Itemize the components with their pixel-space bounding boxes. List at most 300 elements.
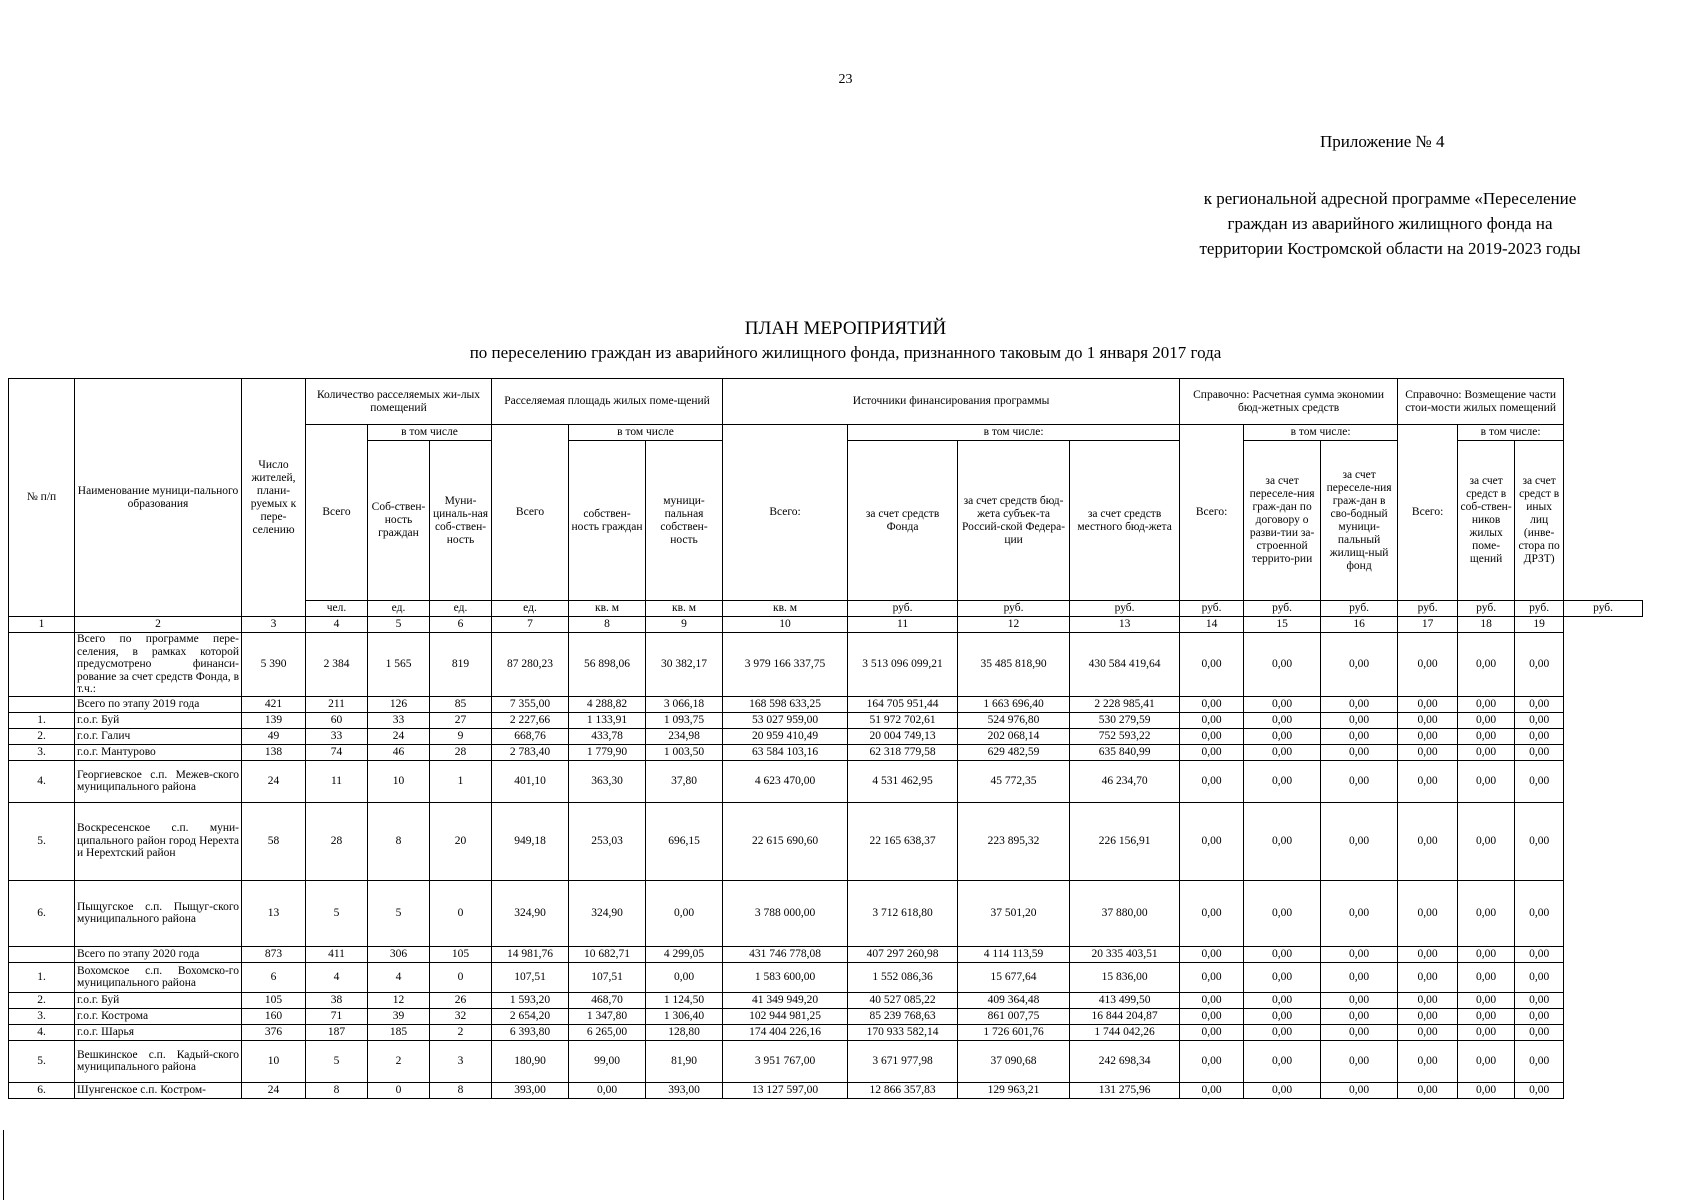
header-refund-incl: в том числе: — [1458, 425, 1564, 441]
table-row — [9, 712, 1643, 728]
value-cell: 27 — [430, 712, 492, 728]
header-rooms-mun: Муни-циналь-ная соб-ствен-ность — [430, 441, 492, 601]
value-cell: 0,00 — [1515, 1008, 1564, 1024]
value-cell: 102 944 981,25 — [723, 1008, 848, 1024]
table-row — [9, 992, 1643, 1008]
table-row — [9, 744, 1643, 760]
value-cell: 363,30 — [569, 760, 646, 802]
header-sources-total: Всего: — [723, 425, 848, 601]
value-cell: 16 844 204,87 — [1070, 1008, 1180, 1024]
value-cell: 431 746 778,08 — [723, 946, 848, 962]
value-cell: 58 — [242, 802, 306, 880]
value-cell: 160 — [242, 1008, 306, 1024]
header-rooms-own: Соб-ствен-ность граждан — [368, 441, 430, 601]
municipality-name-cell: Всего по этапу 2020 года — [75, 946, 242, 962]
value-cell: 0,00 — [1321, 962, 1398, 992]
value-cell: 0,00 — [1321, 760, 1398, 802]
value-cell: 0,00 — [1458, 1024, 1515, 1040]
table-row — [9, 696, 1643, 712]
column-numbers-row — [9, 617, 1643, 633]
value-cell: 38 — [306, 992, 368, 1008]
value-cell: 0,00 — [1180, 992, 1244, 1008]
value-cell: 752 593,22 — [1070, 728, 1180, 744]
value-cell: 63 584 103,16 — [723, 744, 848, 760]
value-cell: 2 — [430, 1024, 492, 1040]
column-number-cell: 16 — [1321, 617, 1398, 633]
value-cell: 33 — [306, 728, 368, 744]
unit-cell: руб. — [1180, 601, 1244, 617]
header-src-subject: за счет средств бюд-жета субъек-та Россий-ской Федера-ции — [958, 441, 1070, 601]
value-cell: 2 227,66 — [492, 712, 569, 728]
value-cell: 0,00 — [1458, 946, 1515, 962]
column-number-cell: 14 — [1180, 617, 1244, 633]
value-cell: 0,00 — [1244, 992, 1321, 1008]
table-row — [9, 760, 1643, 802]
municipality-name-cell: Шунгенское с.п. Костром- — [75, 1082, 242, 1098]
value-cell: 1 306,40 — [646, 1008, 723, 1024]
value-cell: 0,00 — [646, 962, 723, 992]
municipality-name-cell: Георгиевское с.п. Межев-ского муниципального района — [75, 760, 242, 802]
unit-cell: руб. — [1070, 601, 1180, 617]
value-cell: 393,00 — [492, 1082, 569, 1098]
value-cell: 0,00 — [1515, 1082, 1564, 1098]
value-cell: 0,00 — [1398, 696, 1458, 712]
column-number-cell: 10 — [723, 617, 848, 633]
value-cell: 411 — [306, 946, 368, 962]
value-cell: 2 384 — [306, 633, 368, 697]
value-cell: 0,00 — [1458, 992, 1515, 1008]
unit-cell: кв. м — [646, 601, 723, 617]
value-cell: 0,00 — [1321, 992, 1398, 1008]
value-cell: 211 — [306, 696, 368, 712]
municipality-name-cell: Воскресенское с.п. муни-ципального район город Нерехта и Нерехтский район — [75, 802, 242, 880]
value-cell: 3 951 767,00 — [723, 1040, 848, 1082]
column-number-cell: 15 — [1244, 617, 1321, 633]
value-cell: 0,00 — [1321, 633, 1398, 697]
table-row — [9, 802, 1643, 880]
value-cell: 0,00 — [1398, 744, 1458, 760]
value-cell: 5 — [368, 880, 430, 946]
value-cell: 0,00 — [1180, 633, 1244, 697]
value-cell: 32 — [430, 1008, 492, 1024]
row-number-cell: 1. — [9, 712, 75, 728]
value-cell: 0,00 — [1244, 728, 1321, 744]
value-cell: 0,00 — [1515, 633, 1564, 697]
value-cell: 41 349 949,20 — [723, 992, 848, 1008]
value-cell: 170 933 582,14 — [848, 1024, 958, 1040]
plan-subtitle: по переселению граждан из аварийного жилищного фонда, признанного таковым до 1 января 2017 года — [469, 343, 1222, 362]
appendix-subtitle: к региональной адресной программе «Переселение граждан из аварийного жилищного фонда на территории Костромской области на 2019-2023 годы — [1199, 189, 1581, 258]
value-cell: 0,00 — [1244, 744, 1321, 760]
value-cell: 1 552 086,36 — [848, 962, 958, 992]
value-cell: 0,00 — [1244, 760, 1321, 802]
value-cell: 1 124,50 — [646, 992, 723, 1008]
table-row — [9, 880, 1643, 946]
value-cell: 0,00 — [1398, 760, 1458, 802]
value-cell: 4 288,82 — [569, 696, 646, 712]
municipality-name-cell: г.о.г. Буй — [75, 712, 242, 728]
column-number-cell: 8 — [569, 617, 646, 633]
column-number-cell: 12 — [958, 617, 1070, 633]
value-cell: 6 393,80 — [492, 1024, 569, 1040]
value-cell: 28 — [306, 802, 368, 880]
value-cell: 39 — [368, 1008, 430, 1024]
value-cell: 22 165 638,37 — [848, 802, 958, 880]
value-cell: 3 671 977,98 — [848, 1040, 958, 1082]
value-cell: 20 959 410,49 — [723, 728, 848, 744]
header-group-refund: Справочно: Возмещение части стои-мости жилых помещений — [1398, 379, 1564, 425]
header-name: Наименование муници-пального образования — [75, 379, 242, 617]
value-cell: 0,00 — [1458, 633, 1515, 697]
value-cell: 0,00 — [1180, 744, 1244, 760]
value-cell: 4 — [306, 962, 368, 992]
value-cell: 46 234,70 — [1070, 760, 1180, 802]
value-cell: 409 364,48 — [958, 992, 1070, 1008]
value-cell: 0,00 — [1321, 728, 1398, 744]
value-cell: 0,00 — [1244, 1008, 1321, 1024]
column-number-cell: 2 — [75, 617, 242, 633]
unit-cell: руб. — [1515, 601, 1564, 617]
value-cell: 635 840,99 — [1070, 744, 1180, 760]
value-cell: 0,00 — [646, 880, 723, 946]
value-cell: 376 — [242, 1024, 306, 1040]
value-cell: 0,00 — [1398, 728, 1458, 744]
row-number-cell: 1. — [9, 962, 75, 992]
column-number-cell: 6 — [430, 617, 492, 633]
value-cell: 0,00 — [1458, 880, 1515, 946]
value-cell: 37 501,20 — [958, 880, 1070, 946]
value-cell: 253,03 — [569, 802, 646, 880]
value-cell: 0 — [430, 880, 492, 946]
value-cell: 51 972 702,61 — [848, 712, 958, 728]
municipality-name-cell: г.о.г. Мантурово — [75, 744, 242, 760]
value-cell: 0,00 — [1398, 802, 1458, 880]
value-cell: 1 565 — [368, 633, 430, 697]
value-cell: 0,00 — [1515, 880, 1564, 946]
column-number-cell: 19 — [1515, 617, 1564, 633]
value-cell: 0,00 — [1515, 744, 1564, 760]
value-cell: 0,00 — [1398, 633, 1458, 697]
value-cell: 24 — [242, 1082, 306, 1098]
value-cell: 0,00 — [1180, 962, 1244, 992]
value-cell: 1 — [430, 760, 492, 802]
column-number-cell: 13 — [1070, 617, 1180, 633]
value-cell: 0,00 — [1180, 760, 1244, 802]
value-cell: 0,00 — [1321, 802, 1398, 880]
value-cell: 15 677,64 — [958, 962, 1070, 992]
column-number-cell: 7 — [492, 617, 569, 633]
unit-cell: кв. м — [569, 601, 646, 617]
value-cell: 0,00 — [1180, 696, 1244, 712]
appendix-label: Приложение № 4 — [1320, 132, 1445, 151]
header-refund-total: Всего: — [1398, 425, 1458, 601]
value-cell: 0,00 — [1515, 1040, 1564, 1082]
unit-cell: кв. м — [723, 601, 848, 617]
value-cell: 0,00 — [1398, 1024, 1458, 1040]
value-cell: 0,00 — [1458, 712, 1515, 728]
value-cell: 20 004 749,13 — [848, 728, 958, 744]
value-cell: 0 — [368, 1082, 430, 1098]
value-cell: 105 — [242, 992, 306, 1008]
row-number-cell: 6. — [9, 880, 75, 946]
table-row — [9, 946, 1643, 962]
value-cell: 524 976,80 — [958, 712, 1070, 728]
column-number-cell: 11 — [848, 617, 958, 633]
row-number-cell: 3. — [9, 744, 75, 760]
value-cell: 0,00 — [1458, 1040, 1515, 1082]
header-no: № п/п — [9, 379, 75, 617]
row-number-cell: 2. — [9, 992, 75, 1008]
value-cell: 1 779,90 — [569, 744, 646, 760]
header-eco-free: за счет переселе-ния граж-дан в сво-бодный муници-пальный жилищ-ный фонд — [1321, 441, 1398, 601]
value-cell: 20 — [430, 802, 492, 880]
value-cell: 129 963,21 — [958, 1082, 1070, 1098]
value-cell: 0,00 — [1458, 728, 1515, 744]
unit-cell: ед. — [368, 601, 430, 617]
value-cell: 0,00 — [1398, 880, 1458, 946]
header-residents: Число жителей, плани-руемых к пере-селению — [242, 379, 306, 617]
value-cell: 0,00 — [1458, 1082, 1515, 1098]
row-number-cell — [9, 696, 75, 712]
value-cell: 107,51 — [569, 962, 646, 992]
value-cell: 2 228 985,41 — [1070, 696, 1180, 712]
value-cell: 0,00 — [1515, 712, 1564, 728]
value-cell: 20 335 403,51 — [1070, 946, 1180, 962]
value-cell: 0,00 — [1244, 802, 1321, 880]
value-cell: 407 297 260,98 — [848, 946, 958, 962]
value-cell: 0,00 — [1398, 962, 1458, 992]
value-cell: 56 898,06 — [569, 633, 646, 697]
municipality-name-cell: г.о.г. Буй — [75, 992, 242, 1008]
value-cell: 37,80 — [646, 760, 723, 802]
value-cell: 60 — [306, 712, 368, 728]
value-cell: 6 265,00 — [569, 1024, 646, 1040]
value-cell: 0,00 — [1515, 760, 1564, 802]
value-cell: 0,00 — [1515, 802, 1564, 880]
municipality-name-cell: Всего по этапу 2019 года — [75, 696, 242, 712]
header-group-rooms: Количество расселяемых жи-лых помещений — [306, 379, 492, 425]
column-number-cell: 18 — [1458, 617, 1515, 633]
value-cell: 4 114 113,59 — [958, 946, 1070, 962]
header-group-sources: Источники финансирования программы — [723, 379, 1180, 425]
value-cell: 0,00 — [1180, 1024, 1244, 1040]
value-cell: 0,00 — [1398, 712, 1458, 728]
column-number-cell: 1 — [9, 617, 75, 633]
value-cell: 0,00 — [1180, 1008, 1244, 1024]
value-cell: 185 — [368, 1024, 430, 1040]
header-area-incl: в том числе — [569, 425, 723, 441]
value-cell: 13 127 597,00 — [723, 1082, 848, 1098]
value-cell: 0,00 — [1244, 946, 1321, 962]
row-number-cell — [9, 946, 75, 962]
value-cell: 0,00 — [1515, 696, 1564, 712]
table-row — [9, 633, 1643, 697]
value-cell: 10 — [242, 1040, 306, 1082]
municipality-name-cell: г.о.г. Кострома — [75, 1008, 242, 1024]
value-cell: 138 — [242, 744, 306, 760]
value-cell: 3 788 000,00 — [723, 880, 848, 946]
value-cell: 4 — [368, 962, 430, 992]
header-area-total: Всего — [492, 425, 569, 601]
unit-cell: ед. — [430, 601, 492, 617]
value-cell: 8 — [306, 1082, 368, 1098]
header-ref-own: за счет средст в соб-ствен-ников жилых поме-щений — [1458, 441, 1515, 601]
value-cell: 226 156,91 — [1070, 802, 1180, 880]
value-cell: 37 090,68 — [958, 1040, 1070, 1082]
value-cell: 187 — [306, 1024, 368, 1040]
value-cell: 53 027 959,00 — [723, 712, 848, 728]
value-cell: 0,00 — [1398, 1008, 1458, 1024]
value-cell: 324,90 — [492, 880, 569, 946]
header-group-economy: Справочно: Расчетная сумма экономии бюд-жетных средств — [1180, 379, 1398, 425]
row-number-cell: 6. — [9, 1082, 75, 1098]
value-cell: 0,00 — [1321, 712, 1398, 728]
value-cell: 0,00 — [1515, 1024, 1564, 1040]
header-rooms-total: Всего — [306, 425, 368, 601]
value-cell: 3 979 166 337,75 — [723, 633, 848, 697]
value-cell: 22 615 690,60 — [723, 802, 848, 880]
value-cell: 71 — [306, 1008, 368, 1024]
value-cell: 1 663 696,40 — [958, 696, 1070, 712]
value-cell: 234,98 — [646, 728, 723, 744]
value-cell: 0,00 — [1244, 1082, 1321, 1098]
value-cell: 62 318 779,58 — [848, 744, 958, 760]
page-number: 23 — [838, 72, 853, 87]
value-cell: 530 279,59 — [1070, 712, 1180, 728]
value-cell: 5 — [306, 880, 368, 946]
value-cell: 46 — [368, 744, 430, 760]
header-area-mun: муници-пальная собствен-ность — [646, 441, 723, 601]
table-row — [9, 1024, 1643, 1040]
value-cell: 85 239 768,63 — [848, 1008, 958, 1024]
value-cell: 126 — [368, 696, 430, 712]
value-cell: 0,00 — [1321, 744, 1398, 760]
table-body — [9, 633, 1643, 1099]
row-number-cell: 4. — [9, 760, 75, 802]
value-cell: 0,00 — [1244, 1024, 1321, 1040]
header-economy-incl: в том числе: — [1244, 425, 1398, 441]
table-row — [9, 1040, 1643, 1082]
value-cell: 0,00 — [1244, 880, 1321, 946]
value-cell: 393,00 — [646, 1082, 723, 1098]
header-area-own: собствен-ность граждан — [569, 441, 646, 601]
value-cell: 0,00 — [1458, 696, 1515, 712]
municipality-name-cell: г.о.г. Шарья — [75, 1024, 242, 1040]
row-number-cell: 5. — [9, 1040, 75, 1082]
value-cell: 81,90 — [646, 1040, 723, 1082]
value-cell: 10 — [368, 760, 430, 802]
value-cell: 10 682,71 — [569, 946, 646, 962]
municipality-name-cell: Вохомское с.п. Вохомско-го муниципального района — [75, 962, 242, 992]
value-cell: 131 275,96 — [1070, 1082, 1180, 1098]
value-cell: 5 — [306, 1040, 368, 1082]
value-cell: 1 133,91 — [569, 712, 646, 728]
column-number-cell: 3 — [242, 617, 306, 633]
value-cell: 819 — [430, 633, 492, 697]
value-cell: 85 — [430, 696, 492, 712]
value-cell: 0,00 — [1515, 946, 1564, 962]
row-number-cell: 3. — [9, 1008, 75, 1024]
value-cell: 0,00 — [1515, 962, 1564, 992]
value-cell: 324,90 — [569, 880, 646, 946]
value-cell: 105 — [430, 946, 492, 962]
unit-cell: руб. — [1398, 601, 1458, 617]
value-cell: 0,00 — [1321, 1024, 1398, 1040]
value-cell: 2 783,40 — [492, 744, 569, 760]
header-rooms-incl: в том числе — [368, 425, 492, 441]
row-number-cell: 4. — [9, 1024, 75, 1040]
value-cell: 4 623 470,00 — [723, 760, 848, 802]
header-economy-total: Всего: — [1180, 425, 1244, 601]
value-cell: 202 068,14 — [958, 728, 1070, 744]
value-cell: 1 744 042,26 — [1070, 1024, 1180, 1040]
value-cell: 12 866 357,83 — [848, 1082, 958, 1098]
value-cell: 99,00 — [569, 1040, 646, 1082]
value-cell: 26 — [430, 992, 492, 1008]
value-cell: 0,00 — [1244, 712, 1321, 728]
header-eco-dev: за счет переселе-ния граж-дан по договору о разви-тии за-строенной террито-рии — [1244, 441, 1321, 601]
value-cell: 949,18 — [492, 802, 569, 880]
value-cell: 0,00 — [1244, 696, 1321, 712]
value-cell: 0 — [430, 962, 492, 992]
value-cell: 168 598 633,25 — [723, 696, 848, 712]
value-cell: 0,00 — [1180, 1082, 1244, 1098]
value-cell: 15 836,00 — [1070, 962, 1180, 992]
value-cell: 0,00 — [1458, 962, 1515, 992]
value-cell: 3 066,18 — [646, 696, 723, 712]
value-cell: 468,70 — [569, 992, 646, 1008]
header-ref-other: за счет средст в иных лиц (инве-стора по ДРЗТ) — [1515, 441, 1564, 601]
header-src-fund: за счет средств Фонда — [848, 441, 958, 601]
value-cell: 0,00 — [1458, 1008, 1515, 1024]
value-cell: 0,00 — [1458, 760, 1515, 802]
value-cell: 5 390 — [242, 633, 306, 697]
value-cell: 873 — [242, 946, 306, 962]
value-cell: 8 — [368, 802, 430, 880]
row-number-cell: 5. — [9, 802, 75, 880]
value-cell: 861 007,75 — [958, 1008, 1070, 1024]
margin-rule — [3, 1130, 4, 1200]
value-cell: 74 — [306, 744, 368, 760]
value-cell: 8 — [430, 1082, 492, 1098]
value-cell: 1 583 600,00 — [723, 962, 848, 992]
value-cell: 30 382,17 — [646, 633, 723, 697]
value-cell: 33 — [368, 712, 430, 728]
header-group-area: Расселяемая площадь жилых поме-щений — [492, 379, 723, 425]
value-cell: 37 880,00 — [1070, 880, 1180, 946]
value-cell: 14 981,76 — [492, 946, 569, 962]
municipality-name-cell: г.о.г. Галич — [75, 728, 242, 744]
value-cell: 87 280,23 — [492, 633, 569, 697]
value-cell: 430 584 419,64 — [1070, 633, 1180, 697]
unit-cell: руб. — [1244, 601, 1321, 617]
value-cell: 413 499,50 — [1070, 992, 1180, 1008]
value-cell: 401,10 — [492, 760, 569, 802]
column-number-cell: 17 — [1398, 617, 1458, 633]
value-cell: 0,00 — [1321, 1008, 1398, 1024]
municipality-name-cell: Вешкинское с.п. Кадый-ского муниципального района — [75, 1040, 242, 1082]
value-cell: 0,00 — [1321, 696, 1398, 712]
value-cell: 7 355,00 — [492, 696, 569, 712]
value-cell: 11 — [306, 760, 368, 802]
plan-title: ПЛАН МЕРОПРИЯТИЙ — [744, 318, 947, 339]
unit-cell: чел. — [306, 601, 368, 617]
row-number-cell — [9, 633, 75, 697]
value-cell: 45 772,35 — [958, 760, 1070, 802]
unit-cell: руб. — [958, 601, 1070, 617]
value-cell: 1 347,80 — [569, 1008, 646, 1024]
value-cell: 0,00 — [1515, 728, 1564, 744]
